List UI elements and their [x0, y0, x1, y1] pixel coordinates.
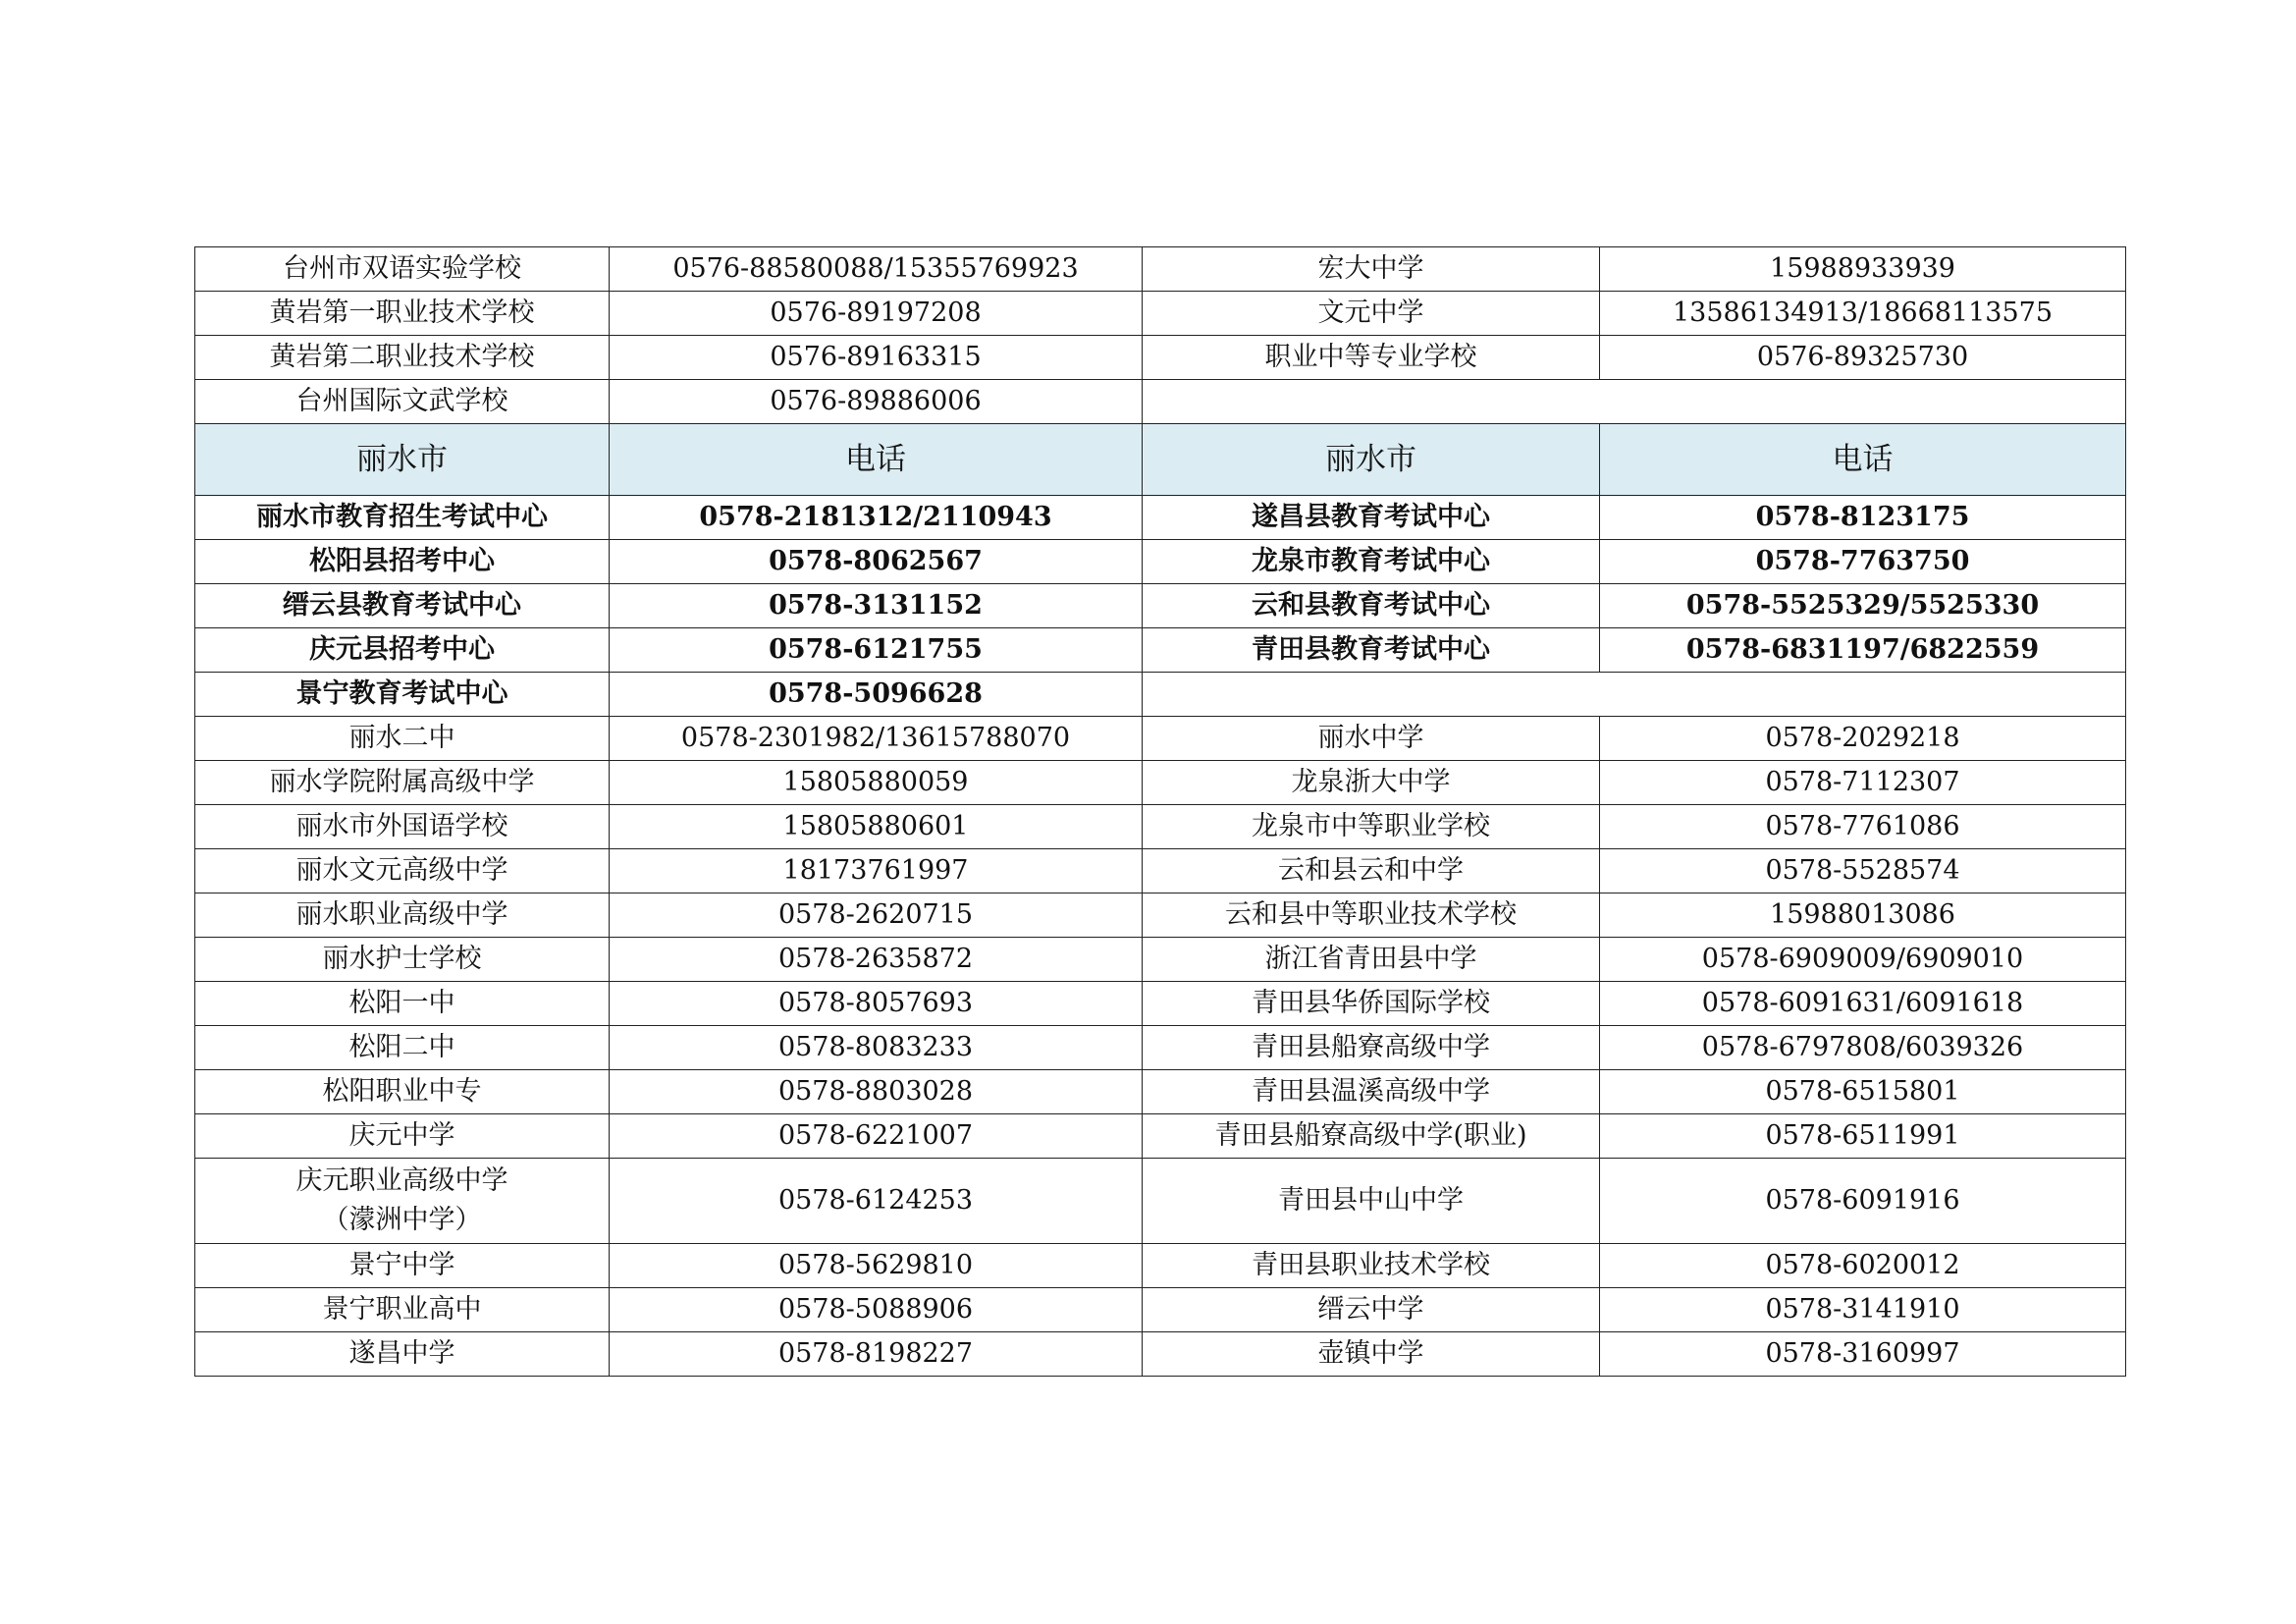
school-name: 龙泉市中等职业学校	[1143, 805, 1600, 849]
school-name: 青田县船寮高级中学	[1143, 1026, 1600, 1070]
table-row	[195, 628, 2126, 673]
phone-number: 0578-6091631/6091618	[1600, 982, 2126, 1026]
empty-cell	[1143, 673, 2126, 717]
school-name: 丽水文元高级中学	[195, 849, 610, 893]
school-name-line1: 庆元职业高级中学	[295, 1165, 508, 1196]
phone-number: 0578-6831197/6822559	[1600, 628, 2126, 673]
table-row	[195, 761, 2126, 805]
school-name: 青田县华侨国际学校	[1143, 982, 1600, 1026]
center-name: 遂昌县教育考试中心	[1143, 496, 1600, 540]
table-row	[195, 673, 2126, 717]
school-name: 浙江省青田县中学	[1143, 938, 1600, 982]
school-name: 松阳职业中专	[195, 1070, 610, 1114]
table-row	[195, 849, 2126, 893]
center-name: 青田县教育考试中心	[1143, 628, 1600, 673]
phone-number: 0578-7763750	[1600, 540, 2126, 584]
table-row	[195, 1159, 2126, 1244]
table-row	[195, 292, 2126, 336]
phone-number: 0578-2635872	[610, 938, 1143, 982]
phone-number: 15988013086	[1600, 893, 2126, 938]
table-row	[195, 1114, 2126, 1159]
phone-number: 0576-88580088/15355769923	[610, 247, 1143, 292]
phone-number: 0576-89886006	[610, 380, 1143, 424]
phone-number: 15805880059	[610, 761, 1143, 805]
school-name: 丽水二中	[195, 717, 610, 761]
phone-number: 0578-8057693	[610, 982, 1143, 1026]
phone-number: 0578-5528574	[1600, 849, 2126, 893]
empty-cell	[1143, 380, 2126, 424]
phone-number: 0578-5096628	[610, 673, 1143, 717]
school-name: 壶镇中学	[1143, 1332, 1600, 1377]
table-row	[195, 1288, 2126, 1332]
contact-table	[194, 246, 2126, 1377]
school-name: 丽水职业高级中学	[195, 893, 610, 938]
phone-number: 0578-6221007	[610, 1114, 1143, 1159]
phone-number: 0578-3131152	[610, 584, 1143, 628]
school-name: 青田县中山中学	[1143, 1159, 1600, 1244]
school-name: 景宁职业高中	[195, 1288, 610, 1332]
phone-number: 0578-6797808/6039326	[1600, 1026, 2126, 1070]
header-city: 丽水市	[1143, 424, 1600, 496]
phone-number: 0578-5088906	[610, 1288, 1143, 1332]
phone-number: 0578-8083233	[610, 1026, 1143, 1070]
table-row	[195, 496, 2126, 540]
phone-number: 0578-6515801	[1600, 1070, 2126, 1114]
phone-number: 0578-6091916	[1600, 1159, 2126, 1244]
table-row	[195, 336, 2126, 380]
phone-number: 15805880601	[610, 805, 1143, 849]
school-name: 丽水市外国语学校	[195, 805, 610, 849]
center-name: 缙云县教育考试中心	[195, 584, 610, 628]
phone-number: 0578-7112307	[1600, 761, 2126, 805]
table-row	[195, 805, 2126, 849]
table-row	[195, 1332, 2126, 1377]
phone-number: 15988933939	[1600, 247, 2126, 292]
school-name: 台州市双语实验学校	[195, 247, 610, 292]
school-name: 缙云中学	[1143, 1288, 1600, 1332]
table-row	[195, 938, 2126, 982]
phone-number: 0578-7761086	[1600, 805, 2126, 849]
phone-number: 0578-6124253	[610, 1159, 1143, 1244]
school-name: 景宁中学	[195, 1244, 610, 1288]
center-name: 庆元县招考中心	[195, 628, 610, 673]
table-row	[195, 584, 2126, 628]
phone-number: 0578-2181312/2110943	[610, 496, 1143, 540]
phone-number: 0578-6909009/6909010	[1600, 938, 2126, 982]
table-row	[195, 982, 2126, 1026]
center-name: 龙泉市教育考试中心	[1143, 540, 1600, 584]
phone-number: 0578-8198227	[610, 1332, 1143, 1377]
center-name: 丽水市教育招生考试中心	[195, 496, 610, 540]
school-name: 职业中等专业学校	[1143, 336, 1600, 380]
table-row	[195, 380, 2126, 424]
school-name: 台州国际文武学校	[195, 380, 610, 424]
school-name: 松阳二中	[195, 1026, 610, 1070]
table-row	[195, 893, 2126, 938]
school-name: 遂昌中学	[195, 1332, 610, 1377]
phone-number: 0578-2301982/13615788070	[610, 717, 1143, 761]
phone-number: 0576-89325730	[1600, 336, 2126, 380]
center-name: 松阳县招考中心	[195, 540, 610, 584]
table-row	[195, 1070, 2126, 1114]
header-city: 丽水市	[195, 424, 610, 496]
phone-number: 0578-6121755	[610, 628, 1143, 673]
phone-number: 0578-6511991	[1600, 1114, 2126, 1159]
table-row	[195, 247, 2126, 292]
school-name: 宏大中学	[1143, 247, 1600, 292]
school-name: 黄岩第二职业技术学校	[195, 336, 610, 380]
table-row	[195, 1244, 2126, 1288]
phone-number: 0578-3141910	[1600, 1288, 2126, 1332]
phone-number: 0578-8123175	[1600, 496, 2126, 540]
school-name: 丽水护士学校	[195, 938, 610, 982]
phone-number: 0576-89163315	[610, 336, 1143, 380]
phone-number: 0578-6020012	[1600, 1244, 2126, 1288]
school-name: 青田县温溪高级中学	[1143, 1070, 1600, 1114]
header-phone: 电话	[1600, 424, 2126, 496]
school-name	[195, 1159, 610, 1244]
phone-number: 0578-5525329/5525330	[1600, 584, 2126, 628]
center-name: 云和县教育考试中心	[1143, 584, 1600, 628]
school-name: 云和县中等职业技术学校	[1143, 893, 1600, 938]
phone-number: 0578-3160997	[1600, 1332, 2126, 1377]
phone-number: 13586134913/18668113575	[1600, 292, 2126, 336]
school-name: 黄岩第一职业技术学校	[195, 292, 610, 336]
phone-number: 0578-8062567	[610, 540, 1143, 584]
school-name: 青田县职业技术学校	[1143, 1244, 1600, 1288]
phone-number: 18173761997	[610, 849, 1143, 893]
table-row	[195, 717, 2126, 761]
school-name: 丽水学院附属高级中学	[195, 761, 610, 805]
school-name: 文元中学	[1143, 292, 1600, 336]
center-name: 景宁教育考试中心	[195, 673, 610, 717]
school-name: 丽水中学	[1143, 717, 1600, 761]
school-name-line2: （濛洲中学）	[322, 1205, 482, 1235]
phone-number: 0576-89197208	[610, 292, 1143, 336]
school-name: 云和县云和中学	[1143, 849, 1600, 893]
phone-number: 0578-5629810	[610, 1244, 1143, 1288]
school-name: 庆元中学	[195, 1114, 610, 1159]
school-name: 龙泉浙大中学	[1143, 761, 1600, 805]
school-name: 松阳一中	[195, 982, 610, 1026]
header-phone: 电话	[610, 424, 1143, 496]
phone-number: 0578-2620715	[610, 893, 1143, 938]
phone-number: 0578-2029218	[1600, 717, 2126, 761]
phone-number: 0578-8803028	[610, 1070, 1143, 1114]
section-header-row	[195, 424, 2126, 496]
table-row	[195, 540, 2126, 584]
school-name: 青田县船寮高级中学(职业)	[1143, 1114, 1600, 1159]
table-row	[195, 1026, 2126, 1070]
